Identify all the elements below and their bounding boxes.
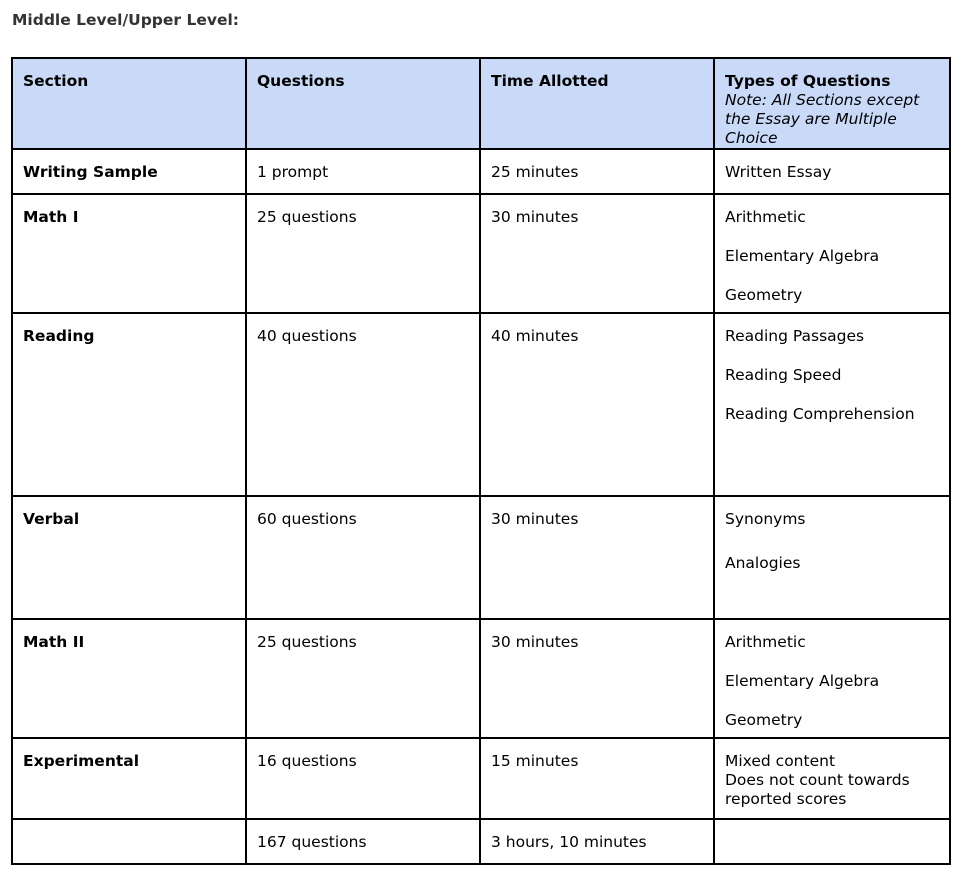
cell-section: [12, 496, 246, 619]
cell-types: [714, 496, 950, 619]
question-type: Elementary Algebra: [725, 247, 880, 265]
questions-value: 16 questions: [257, 752, 357, 770]
section-name: Writing Sample: [23, 163, 158, 181]
cell-types: [714, 619, 950, 738]
questions-value: 1 prompt: [257, 163, 329, 181]
cell-section: [12, 619, 246, 738]
cell-section: [12, 313, 246, 496]
time-value: 30 minutes: [491, 208, 579, 226]
header-types-note: Note: All Sections except the Essay are Multiple Choice: [725, 91, 920, 147]
total-questions: [246, 819, 480, 864]
question-type: Mixed content: [725, 752, 836, 770]
cell-time: [480, 194, 714, 313]
total-section: [12, 819, 246, 864]
questions-value: 25 questions: [257, 208, 357, 226]
total-time: [480, 819, 714, 864]
question-type: Analogies: [725, 554, 801, 572]
time-value: 25 minutes: [491, 163, 579, 181]
cell-questions: [246, 496, 480, 619]
time-value: 15 minutes: [491, 752, 579, 770]
cell-questions: [246, 619, 480, 738]
question-type: Reading Speed: [725, 366, 842, 384]
table-row: [12, 149, 950, 194]
cell-questions: [246, 194, 480, 313]
total-time-value: 3 hours, 10 minutes: [491, 833, 647, 851]
question-type: reported scores: [725, 790, 847, 808]
total-questions-value: 167 questions: [257, 833, 367, 851]
question-type: Geometry: [725, 711, 803, 729]
header-time-label: Time Allotted: [491, 72, 609, 90]
time-value: 30 minutes: [491, 633, 579, 651]
header-time: [480, 58, 714, 149]
section-name: Math I: [23, 208, 79, 226]
cell-types: [714, 194, 950, 313]
cell-types: [714, 738, 950, 819]
header-types-label: Types of Questions: [725, 72, 891, 90]
questions-value: 25 questions: [257, 633, 357, 651]
section-name: Reading: [23, 327, 95, 345]
section-name: Experimental: [23, 752, 140, 770]
table-row: [12, 738, 950, 819]
header-questions-label: Questions: [257, 72, 345, 90]
section-name: Math II: [23, 633, 85, 651]
cell-section: [12, 149, 246, 194]
cell-types: [714, 313, 950, 496]
header-types: [714, 58, 950, 149]
table-row: [12, 313, 950, 496]
question-type: Geometry: [725, 286, 803, 304]
cell-questions: [246, 313, 480, 496]
question-type: Synonyms: [725, 510, 806, 528]
header-section-label: Section: [23, 72, 89, 90]
question-type: Reading Passages: [725, 327, 865, 345]
question-type: Written Essay: [725, 163, 832, 181]
questions-value: 40 questions: [257, 327, 357, 345]
cell-time: [480, 738, 714, 819]
cell-time: [480, 313, 714, 496]
table-row: [12, 619, 950, 738]
question-type: Arithmetic: [725, 208, 806, 226]
test-sections-table: [11, 57, 951, 865]
header-questions: [246, 58, 480, 149]
time-value: 40 minutes: [491, 327, 579, 345]
questions-value: 60 questions: [257, 510, 357, 528]
cell-types: [714, 149, 950, 194]
cell-questions: [246, 149, 480, 194]
total-types: [714, 819, 950, 864]
cell-time: [480, 149, 714, 194]
table-row: [12, 194, 950, 313]
question-type: Elementary Algebra: [725, 672, 880, 690]
cell-section: [12, 194, 246, 313]
header-section: [12, 58, 246, 149]
table-row: [12, 496, 950, 619]
cell-time: [480, 619, 714, 738]
section-name: Verbal: [23, 510, 80, 528]
total-row: [12, 819, 950, 864]
cell-time: [480, 496, 714, 619]
page-heading: Middle Level/Upper Level:: [12, 11, 239, 29]
cell-questions: [246, 738, 480, 819]
question-type: Arithmetic: [725, 633, 806, 651]
table-header-row: [12, 58, 950, 149]
cell-section: [12, 738, 246, 819]
time-value: 30 minutes: [491, 510, 579, 528]
question-type: Does not count towards: [725, 771, 910, 789]
question-type: Reading Comprehension: [725, 405, 915, 423]
